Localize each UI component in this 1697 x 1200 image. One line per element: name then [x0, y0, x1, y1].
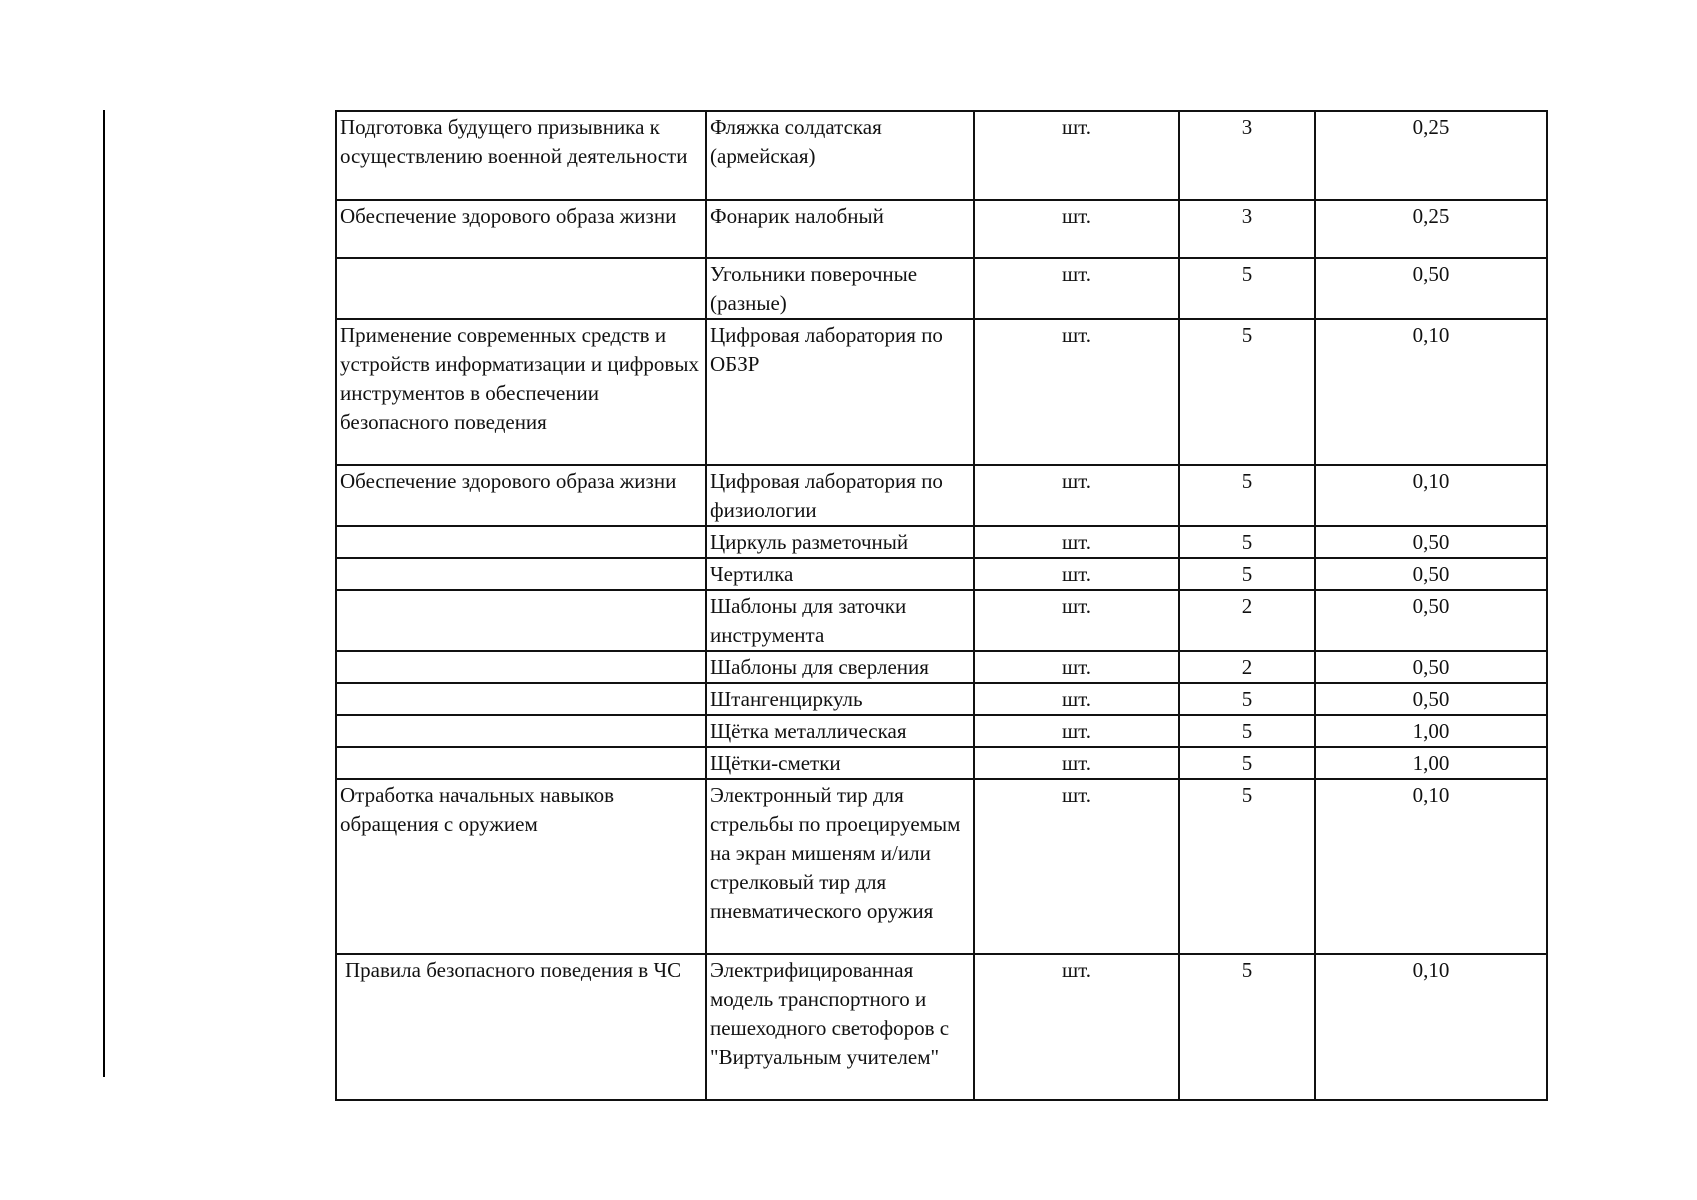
section-cell — [336, 747, 706, 779]
table-row — [336, 526, 1547, 558]
table-row — [336, 319, 1547, 465]
item-cell: Щётка металлическая — [706, 715, 974, 747]
quantity-cell: 5 — [1179, 526, 1315, 558]
table-row — [336, 465, 1547, 526]
quantity-cell: 5 — [1179, 465, 1315, 526]
coefficient-cell: 0,25 — [1315, 200, 1547, 258]
quantity-cell: 5 — [1179, 683, 1315, 715]
section-cell: Обеспечение здорового образа жизни — [336, 465, 706, 526]
coefficient-cell: 0,10 — [1315, 465, 1547, 526]
quantity-cell: 3 — [1179, 200, 1315, 258]
table-row — [336, 747, 1547, 779]
unit-cell: шт. — [974, 715, 1179, 747]
item-cell: Чертилка — [706, 558, 974, 590]
section-cell — [336, 683, 706, 715]
coefficient-cell: 0,50 — [1315, 558, 1547, 590]
item-cell: Цифровая лаборатория по ОБЗР — [706, 319, 974, 465]
section-cell: Подготовка будущего призывника к осуществлению военной деятельности — [336, 111, 706, 200]
quantity-cell: 5 — [1179, 747, 1315, 779]
unit-cell: шт. — [974, 558, 1179, 590]
quantity-cell: 5 — [1179, 258, 1315, 319]
item-cell: Фляжка солдатская (армейская) — [706, 111, 974, 200]
section-cell: Применение современных средств и устройств информатизации и цифровых инструментов в обеспечении безопасного поведения — [336, 319, 706, 465]
section-cell: Обеспечение здорового образа жизни — [336, 200, 706, 258]
unit-cell: шт. — [974, 200, 1179, 258]
unit-cell: шт. — [974, 111, 1179, 200]
item-cell: Цифровая лаборатория по физиологии — [706, 465, 974, 526]
item-cell: Угольники поверочные (разные) — [706, 258, 974, 319]
coefficient-cell: 1,00 — [1315, 747, 1547, 779]
item-cell: Шаблоны для сверления — [706, 651, 974, 683]
quantity-cell: 5 — [1179, 715, 1315, 747]
coefficient-cell: 0,50 — [1315, 651, 1547, 683]
quantity-cell: 2 — [1179, 651, 1315, 683]
table-row — [336, 651, 1547, 683]
item-cell: Электрифицированная модель транспортного и пешеходного светофоров с "Виртуальным учителем" — [706, 954, 974, 1100]
quantity-cell: 5 — [1179, 954, 1315, 1100]
item-cell: Щётки-сметки — [706, 747, 974, 779]
unit-cell: шт. — [974, 465, 1179, 526]
quantity-cell: 5 — [1179, 779, 1315, 954]
item-cell: Электронный тир для стрельбы по проецируемым на экран мишеням и/или стрелковый тир для пневматического оружия — [706, 779, 974, 954]
item-cell: Штангенциркуль — [706, 683, 974, 715]
table-row — [336, 779, 1547, 954]
equipment-table — [335, 110, 1548, 1101]
coefficient-cell: 0,50 — [1315, 258, 1547, 319]
unit-cell: шт. — [974, 779, 1179, 954]
section-cell: Отработка начальных навыков обращения с оружием — [336, 779, 706, 954]
section-cell: Правила безопасного поведения в ЧС — [336, 954, 706, 1100]
table-row — [336, 111, 1547, 200]
unit-cell: шт. — [974, 747, 1179, 779]
quantity-cell: 3 — [1179, 111, 1315, 200]
table-row — [336, 200, 1547, 258]
coefficient-cell: 0,10 — [1315, 319, 1547, 465]
coefficient-cell: 0,10 — [1315, 954, 1547, 1100]
item-cell: Шаблоны для заточки инструмента — [706, 590, 974, 651]
item-cell: Фонарик налобный — [706, 200, 974, 258]
table-row — [336, 954, 1547, 1100]
coefficient-cell: 0,10 — [1315, 779, 1547, 954]
unit-cell: шт. — [974, 590, 1179, 651]
table-row — [336, 258, 1547, 319]
coefficient-cell: 0,50 — [1315, 526, 1547, 558]
section-cell — [336, 526, 706, 558]
coefficient-cell: 0,25 — [1315, 111, 1547, 200]
coefficient-cell: 1,00 — [1315, 715, 1547, 747]
table-row — [336, 715, 1547, 747]
section-cell — [336, 558, 706, 590]
unit-cell: шт. — [974, 258, 1179, 319]
coefficient-cell: 0,50 — [1315, 683, 1547, 715]
table-row — [336, 683, 1547, 715]
section-cell — [336, 651, 706, 683]
unit-cell: шт. — [974, 954, 1179, 1100]
quantity-cell: 5 — [1179, 558, 1315, 590]
section-cell — [336, 258, 706, 319]
quantity-cell: 2 — [1179, 590, 1315, 651]
quantity-cell: 5 — [1179, 319, 1315, 465]
unit-cell: шт. — [974, 651, 1179, 683]
unit-cell: шт. — [974, 683, 1179, 715]
section-cell — [336, 715, 706, 747]
coefficient-cell: 0,50 — [1315, 590, 1547, 651]
table-row — [336, 558, 1547, 590]
unit-cell: шт. — [974, 319, 1179, 465]
table-row — [336, 590, 1547, 651]
item-cell: Циркуль разметочный — [706, 526, 974, 558]
unit-cell: шт. — [974, 526, 1179, 558]
section-cell — [336, 590, 706, 651]
page-margin-line — [103, 110, 105, 1077]
